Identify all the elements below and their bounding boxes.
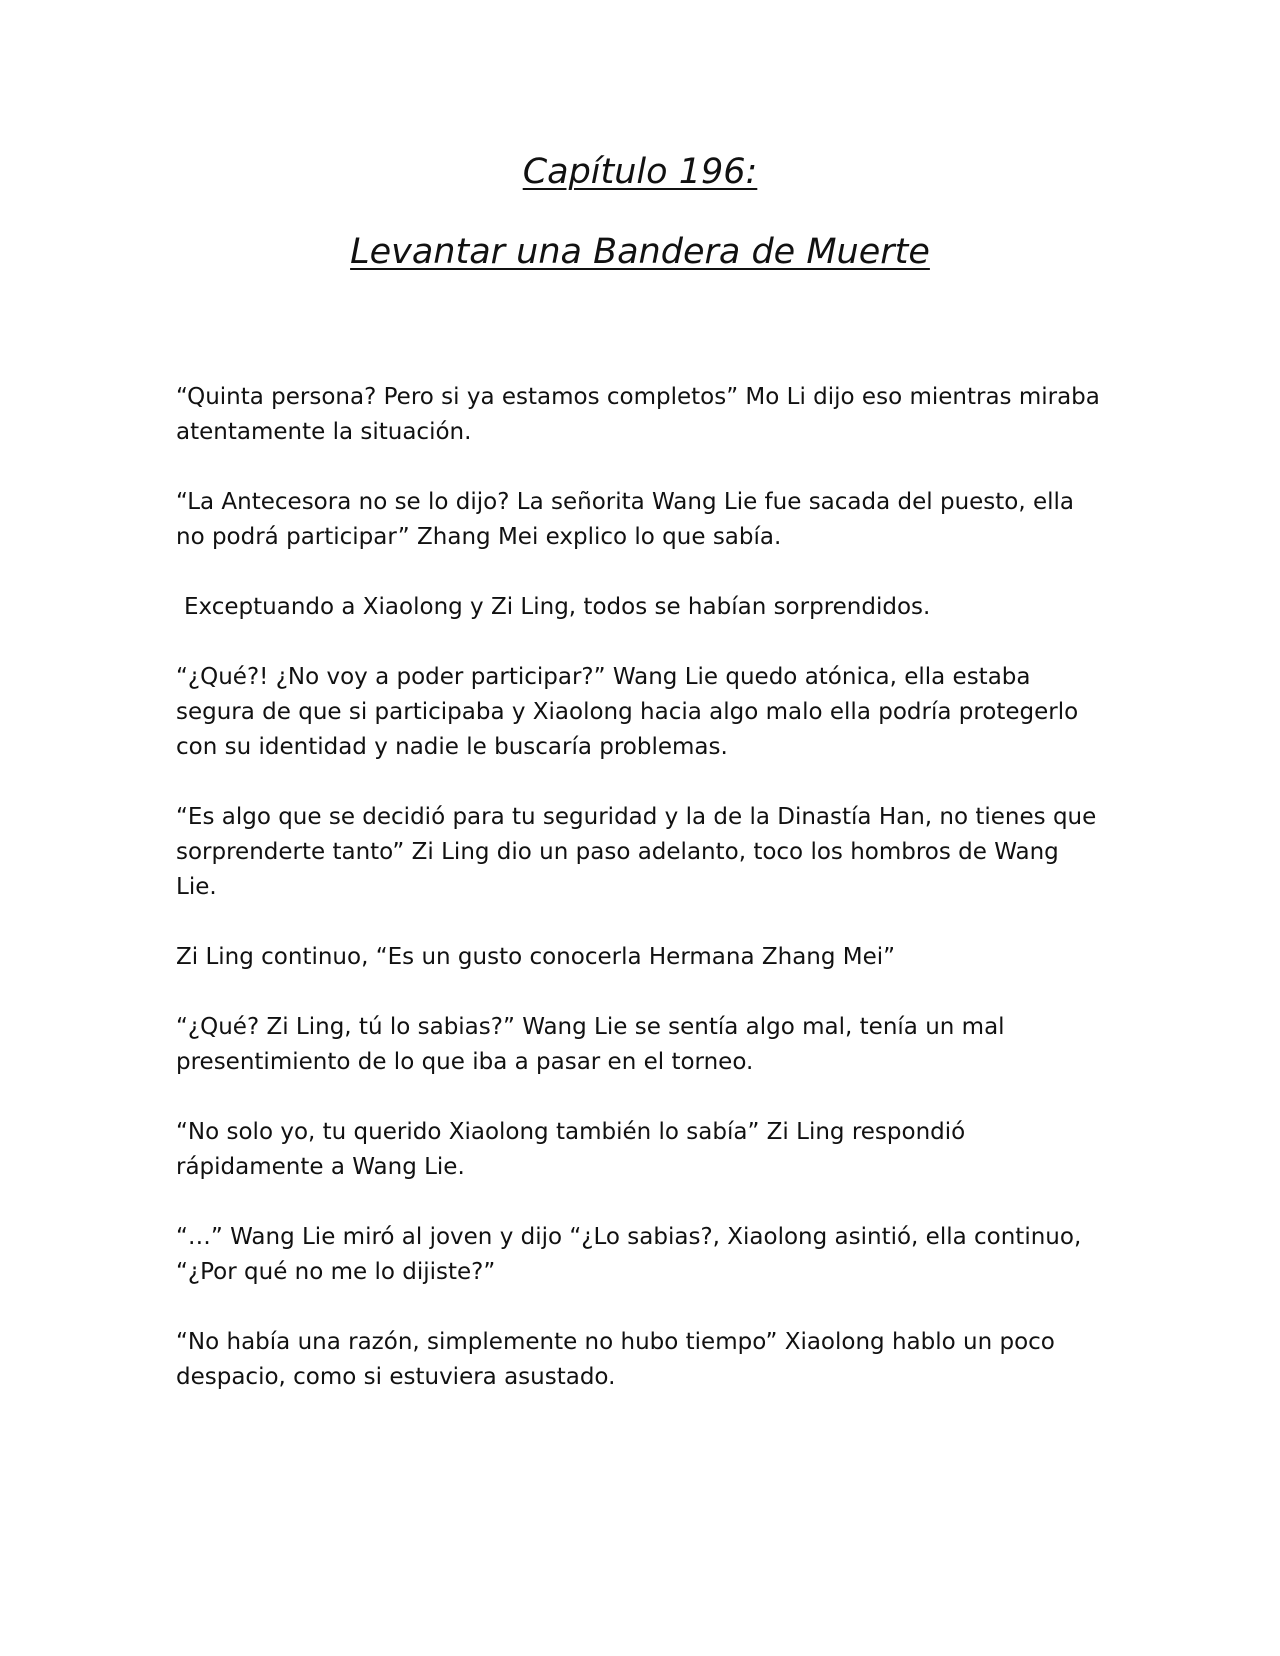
paragraph: “Es algo que se decidió para tu seguridad y la de la Dinastía Han, no tienes que sorprenderte tanto” Zi Ling dio un paso adelanto, toco los hombros de Wang Lie. <box>176 804 1097 900</box>
paragraph: “No solo yo, tu querido Xiaolong también lo sabía” Zi Ling respondió rápidamente a Wang Lie. <box>176 1119 966 1180</box>
chapter-title: Capítulo 196: <box>522 152 758 192</box>
paragraph: “…” Wang Lie miró al joven y dijo “¿Lo sabias?, Xiaolong asintió, ella continuo, “¿Por qué no me lo dijiste?” <box>176 1224 1082 1285</box>
chapter-subtitle: Levantar una Bandera de Muerte <box>350 232 930 272</box>
paragraph: “¿Qué? Zi Ling, tú lo sabias?” Wang Lie se sentía algo mal, tenía un mal presentimiento de lo que iba a pasar en el torneo. <box>176 1014 1005 1075</box>
chapter-body <box>176 380 1106 1430</box>
paragraph: “No había una razón, simplemente no hubo tiempo” Xiaolong hablo un poco despacio, como si estuviera asustado. <box>176 1329 1055 1390</box>
paragraph: Zi Ling continuo, “Es un gusto conocerla Hermana Zhang Mei” <box>176 944 896 970</box>
paragraph: “Quinta persona? Pero si ya estamos completos” Mo Li dijo eso mientras miraba atentamente la situación. <box>176 384 1100 445</box>
paragraph: “¿Qué?! ¿No voy a poder participar?” Wang Lie quedo atónica, ella estaba segura de que si participaba y Xiaolong hacia algo malo ella podría protegerlo con su identidad y nadie le buscaría problemas. <box>176 664 1079 760</box>
paragraph: “La Antecesora no se lo dijo? La señorita Wang Lie fue sacada del puesto, ella no podrá participar” Zhang Mei explico lo que sabía. <box>176 489 1075 550</box>
paragraph: Exceptuando a Xiaolong y Zi Ling, todos se habían sorprendidos. <box>184 594 931 620</box>
